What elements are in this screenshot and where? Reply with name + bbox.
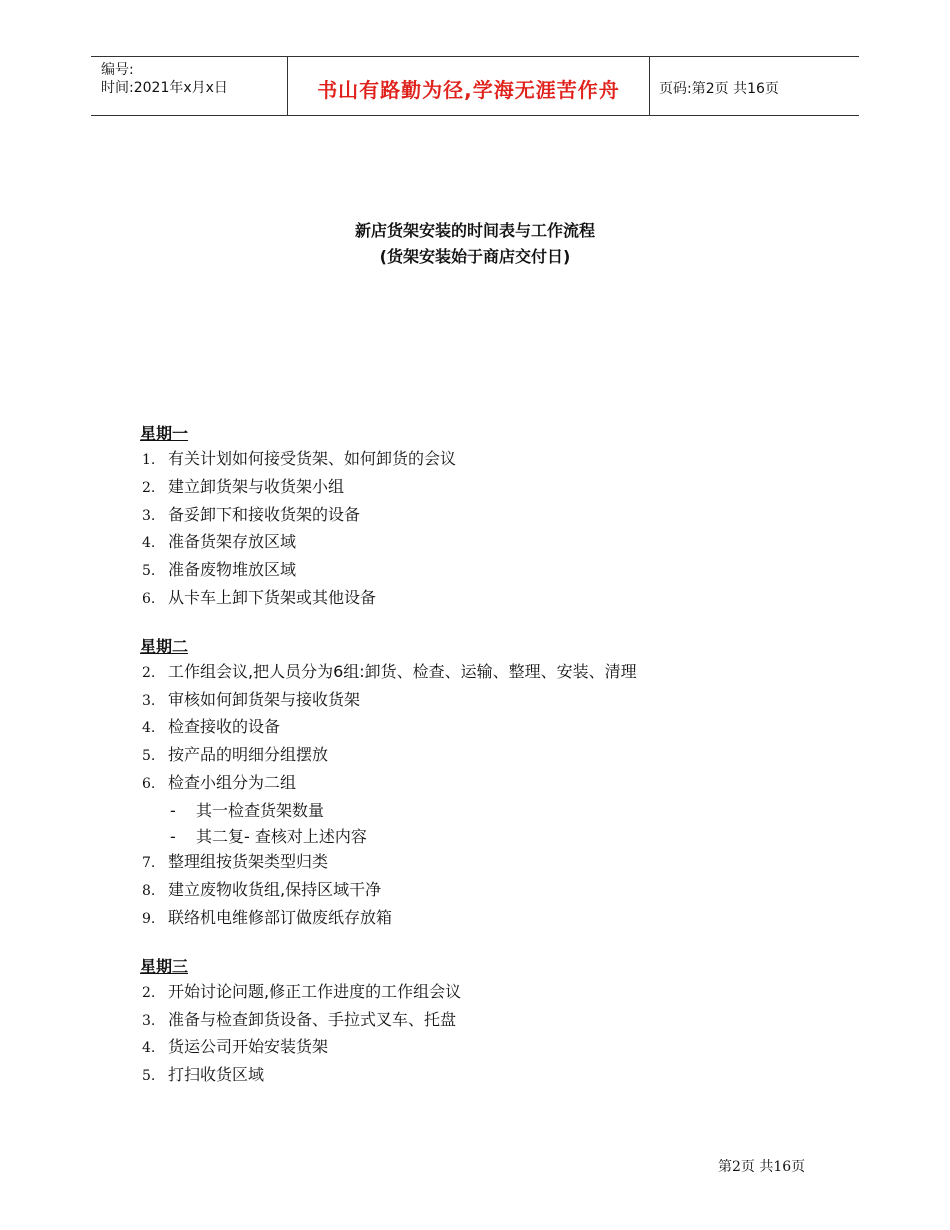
item-text: 其一检查货架数量 <box>196 800 325 820</box>
item-number: 2. <box>142 984 156 1001</box>
item-text: 联络机电维修部订做废纸存放箱 <box>168 907 393 927</box>
page-header <box>91 56 859 116</box>
item-text: 货运公司开始安装货架 <box>168 1037 329 1057</box>
list-item <box>142 446 840 474</box>
list-item <box>142 905 840 933</box>
sub-list-item <box>170 798 840 824</box>
item-number: 4. <box>142 1040 156 1057</box>
item-number: 2. <box>142 664 156 681</box>
sub-list-item <box>170 824 840 850</box>
item-text: 按产品的明细分组摆放 <box>168 745 329 765</box>
list-item <box>142 714 840 742</box>
item-number: 5. <box>142 748 156 765</box>
item-number: 7. <box>142 855 156 872</box>
item-number: 3. <box>142 507 156 524</box>
list-item <box>142 659 840 687</box>
list-item <box>142 1007 840 1035</box>
list-item <box>142 687 840 715</box>
list-item <box>142 502 840 530</box>
section-tuesday <box>140 635 840 933</box>
list-item <box>142 585 840 613</box>
list-item <box>142 474 840 502</box>
item-text: 准备与检查卸货设备、手拉式叉车、托盘 <box>168 1009 457 1029</box>
item-text: 检查接收的设备 <box>168 717 281 737</box>
item-text: 整理组按货架类型归类 <box>168 852 329 872</box>
item-text: 工作组会议,把人员分为6组:卸货、检查、运输、整理、安装、清理 <box>168 661 637 681</box>
list-item <box>142 1062 840 1090</box>
item-text: 准备废物堆放区域 <box>168 560 297 580</box>
item-text: 其二复- 查核对上述内容 <box>196 826 367 846</box>
header-meta <box>101 61 228 97</box>
list-item <box>142 877 840 905</box>
item-dash: - <box>170 800 176 820</box>
list-item <box>142 979 840 1007</box>
document-subtitle: (货架安装始于商店交付日) <box>379 247 571 266</box>
section-heading: 星期三 <box>140 956 189 976</box>
list-item <box>142 742 840 770</box>
header-divider <box>649 57 650 115</box>
list-item <box>142 1034 840 1062</box>
item-number: 8. <box>142 883 156 900</box>
item-text: 从卡车上卸下货架或其他设备 <box>168 587 377 607</box>
list-item <box>142 770 840 798</box>
item-text: 检查小组分为二组 <box>168 772 297 792</box>
time-label: 时间:2021年x月x日 <box>101 80 228 96</box>
item-text: 审核如何卸货架与接收货架 <box>168 689 361 709</box>
item-number: 6. <box>142 590 156 607</box>
document-title: 新店货架安装的时间表与工作流程 <box>354 221 595 240</box>
section-wednesday <box>140 955 840 1090</box>
section-heading: 星期二 <box>140 636 189 656</box>
item-number: 6. <box>142 775 156 792</box>
item-number: 4. <box>142 720 156 737</box>
item-text: 有关计划如何接受货架、如何卸货的会议 <box>168 449 457 468</box>
item-text: 开始讨论问题,修正工作进度的工作组会议 <box>168 981 462 1001</box>
list-item <box>142 849 840 877</box>
document-body <box>140 422 840 1112</box>
item-number: 5. <box>142 1068 156 1085</box>
header-page-number: 页码:第2页 共16页 <box>659 81 779 97</box>
item-number: 2. <box>142 479 156 496</box>
list-item <box>142 557 840 585</box>
code-label: 编号: <box>101 62 134 78</box>
page-footer: 第2页 共16页 <box>718 1159 806 1175</box>
item-text: 备妥卸下和接收货架的设备 <box>168 504 361 524</box>
item-number: 5. <box>142 563 156 580</box>
item-text: 准备货架存放区域 <box>168 532 297 552</box>
item-number: 9. <box>142 910 156 927</box>
item-number: 3. <box>142 692 156 709</box>
item-text: 打扫收货区域 <box>168 1065 265 1085</box>
item-text: 建立废物收货组,保持区域干净 <box>168 880 382 900</box>
item-number: 4. <box>142 535 156 552</box>
header-motto: 书山有路勤为径,学海无涯苦作舟 <box>317 78 620 102</box>
item-dash: - <box>170 826 176 846</box>
item-text: 建立卸货架与收货架小组 <box>168 476 345 496</box>
section-monday <box>140 422 840 613</box>
list-item <box>142 529 840 557</box>
item-number: 3. <box>142 1012 156 1029</box>
item-number: 1. <box>142 452 156 468</box>
section-heading: 星期一 <box>140 424 189 443</box>
